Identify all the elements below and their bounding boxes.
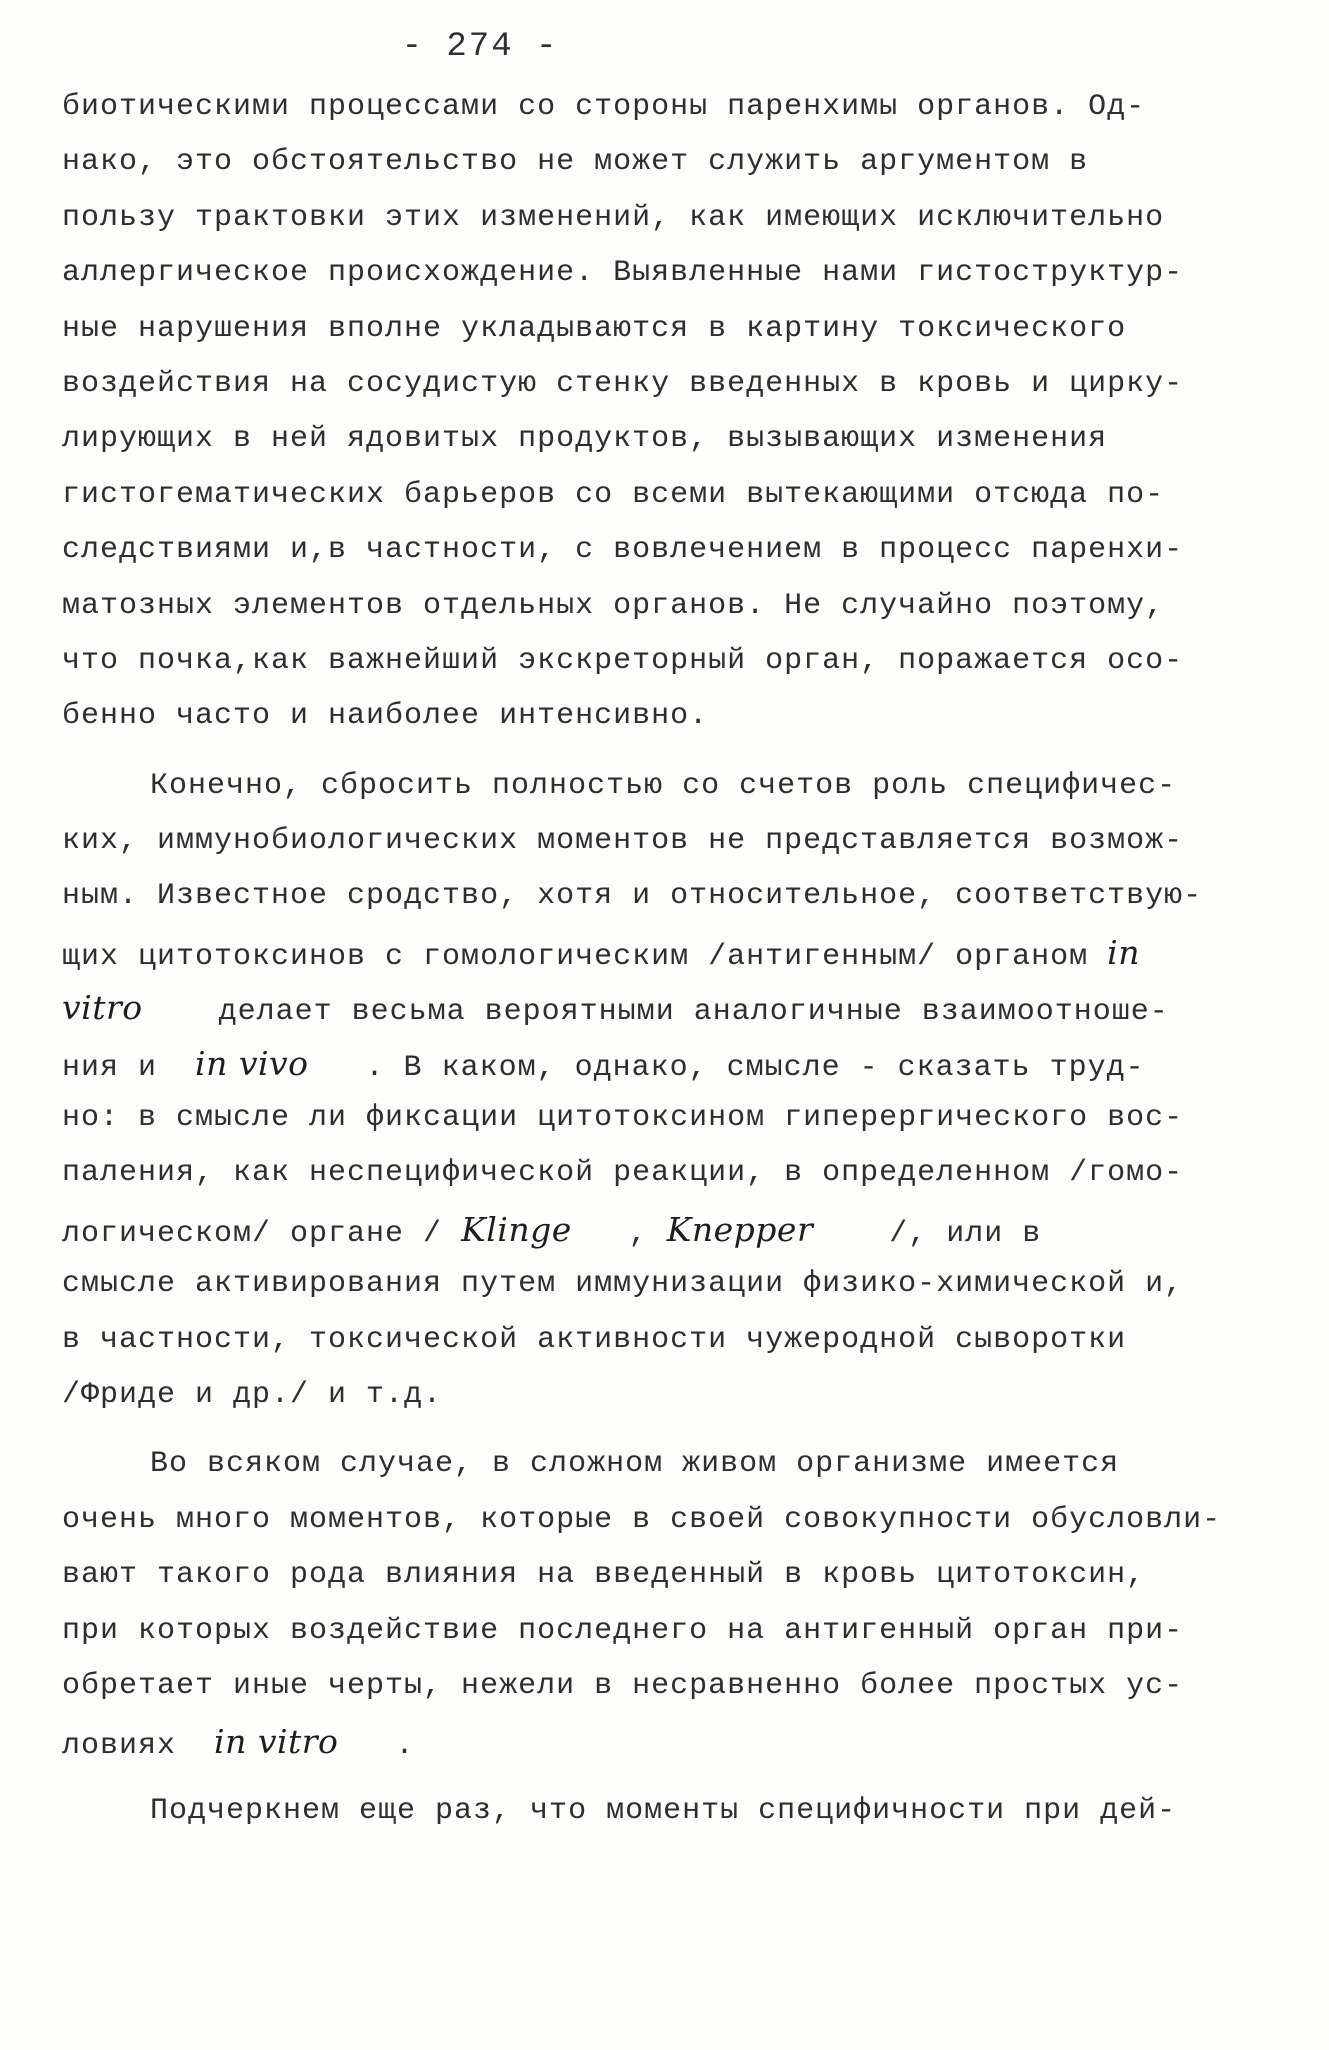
text-line — [62, 468, 1222, 523]
typed-text: матозных элементов отдельных органов. Не случайно поэтому, — [62, 588, 1165, 623]
text-line — [62, 1548, 1222, 1603]
text-line — [62, 1036, 1222, 1091]
paragraph — [62, 1784, 1222, 1839]
text-line — [62, 925, 1222, 980]
text-line — [62, 1493, 1222, 1548]
text-line — [62, 980, 1222, 1035]
typed-text: ловиях — [62, 1729, 215, 1764]
typed-text: ких, иммунобиологических моментов не представляется возмож- — [62, 824, 1184, 859]
page-number: - 274 - — [401, 28, 559, 66]
typed-text: . — [338, 1729, 415, 1764]
typed-text: . В каком, однако, смысле - сказать труд- — [308, 1050, 1145, 1085]
typed-text: /, или в — [813, 1216, 1042, 1251]
typed-text: Конечно, сбросить полностью со счетов роль специфичес- — [150, 768, 1177, 803]
typed-text: щих цитотоксинов с гомологическим /антигенным/ органом — [62, 939, 1108, 974]
text-line — [62, 1313, 1222, 1368]
text-line — [62, 1091, 1222, 1146]
typed-text: но: в смысле ли фиксации цитотоксином гиперергического вос- — [62, 1101, 1184, 1136]
typed-text: лирующих в ней ядовитых продуктов, вызывающих изменения — [62, 422, 1108, 457]
body-text — [62, 80, 1222, 1839]
typed-text: гистогематических барьеров со всеми вытекающими отсюда по- — [62, 477, 1165, 512]
paragraph — [62, 1437, 1222, 1769]
text-line — [62, 1368, 1222, 1423]
handwritten-term: vitro — [62, 988, 143, 1028]
text-line — [62, 759, 1222, 814]
text-line — [62, 1437, 1222, 1492]
handwritten-term: in vitro — [214, 1722, 339, 1762]
paragraph — [62, 80, 1222, 745]
text-line — [62, 579, 1222, 634]
typed-text: что почка,как важнейший экскреторный орган, поражается осо- — [62, 643, 1184, 678]
typed-text: делает весьма вероятными аналогичные взаимоотноше- — [142, 995, 1169, 1030]
text-line — [62, 1146, 1222, 1201]
text-line — [62, 1257, 1222, 1312]
typed-text: ным. Известное сродство, хотя и относительное, соответствую- — [62, 879, 1203, 914]
text-line — [62, 191, 1222, 246]
typed-text: пользу трактовки этих изменений, как имеющих исключительно — [62, 200, 1165, 235]
text-line — [62, 80, 1222, 135]
text-line — [62, 1784, 1222, 1839]
text-line — [62, 869, 1222, 924]
handwritten-term: in vivo — [195, 1043, 309, 1083]
handwritten-term: Knepper — [666, 1209, 814, 1249]
typed-text: паления, как неспецифической реакции, в определенном /гомо- — [62, 1156, 1184, 1191]
typed-text: нако, это обстоятельство не может служить аргументом в — [62, 145, 1089, 180]
text-line — [62, 1659, 1222, 1714]
typed-text: смысле активирования путем иммунизации физико-химической и, — [62, 1267, 1184, 1302]
typed-text: аллергическое происхождение. Выявленные нами гистоструктур- — [62, 256, 1184, 291]
typed-text: в частности, токсической активности чужеродной сыворотки — [62, 1322, 1127, 1357]
typed-text: при которых воздействие последнего на антигенный орган при- — [62, 1613, 1184, 1648]
text-line — [62, 814, 1222, 869]
typed-text: логическом/ органе / — [62, 1216, 462, 1251]
typed-text: биотическими процессами со стороны паренхимы органов. Од- — [62, 90, 1146, 124]
text-line — [62, 357, 1222, 412]
typed-text: воздействия на сосудистую стенку введенных в кровь и цирку- — [62, 366, 1184, 401]
text-line — [62, 1714, 1222, 1769]
typed-text: ные нарушения вполне укладываются в картину токсического — [62, 311, 1127, 346]
typed-text: очень много моментов, которые в своей совокупности обусловли- — [62, 1502, 1222, 1537]
text-line — [62, 412, 1222, 467]
text-line — [62, 302, 1222, 357]
text-line — [62, 135, 1222, 190]
typed-text: следствиями и,в частности, с вовлечением в процесс паренхи- — [62, 533, 1184, 568]
paragraph-gap — [62, 745, 1222, 759]
text-line — [62, 246, 1222, 301]
typed-text: бенно часто и наиболее интенсивно. — [62, 699, 709, 734]
typed-text: Во всяком случае, в сложном живом организме имеется — [150, 1447, 1120, 1482]
text-line — [62, 1202, 1222, 1257]
text-line — [62, 1604, 1222, 1659]
typed-text: , — [571, 1216, 667, 1251]
typed-text: обретает иные черты, нежели в несравненно более простых ус- — [62, 1668, 1184, 1703]
typed-text: /Фриде и др./ и т.д. — [62, 1377, 443, 1412]
text-line — [62, 523, 1222, 578]
paragraph-gap — [62, 1423, 1222, 1437]
typed-text: Подчеркнем еще раз, что моменты специфичности при дей- — [150, 1793, 1177, 1828]
paragraph — [62, 759, 1222, 1424]
text-line — [62, 634, 1222, 689]
handwritten-term: Klinge — [461, 1209, 572, 1249]
handwritten-term: in — [1107, 932, 1140, 972]
typed-text: вают такого рода влияния на введенный в кровь цитотоксин, — [62, 1558, 1146, 1593]
text-line — [62, 689, 1222, 744]
paragraph-gap — [62, 1770, 1222, 1784]
typed-text: ния и — [62, 1050, 196, 1085]
